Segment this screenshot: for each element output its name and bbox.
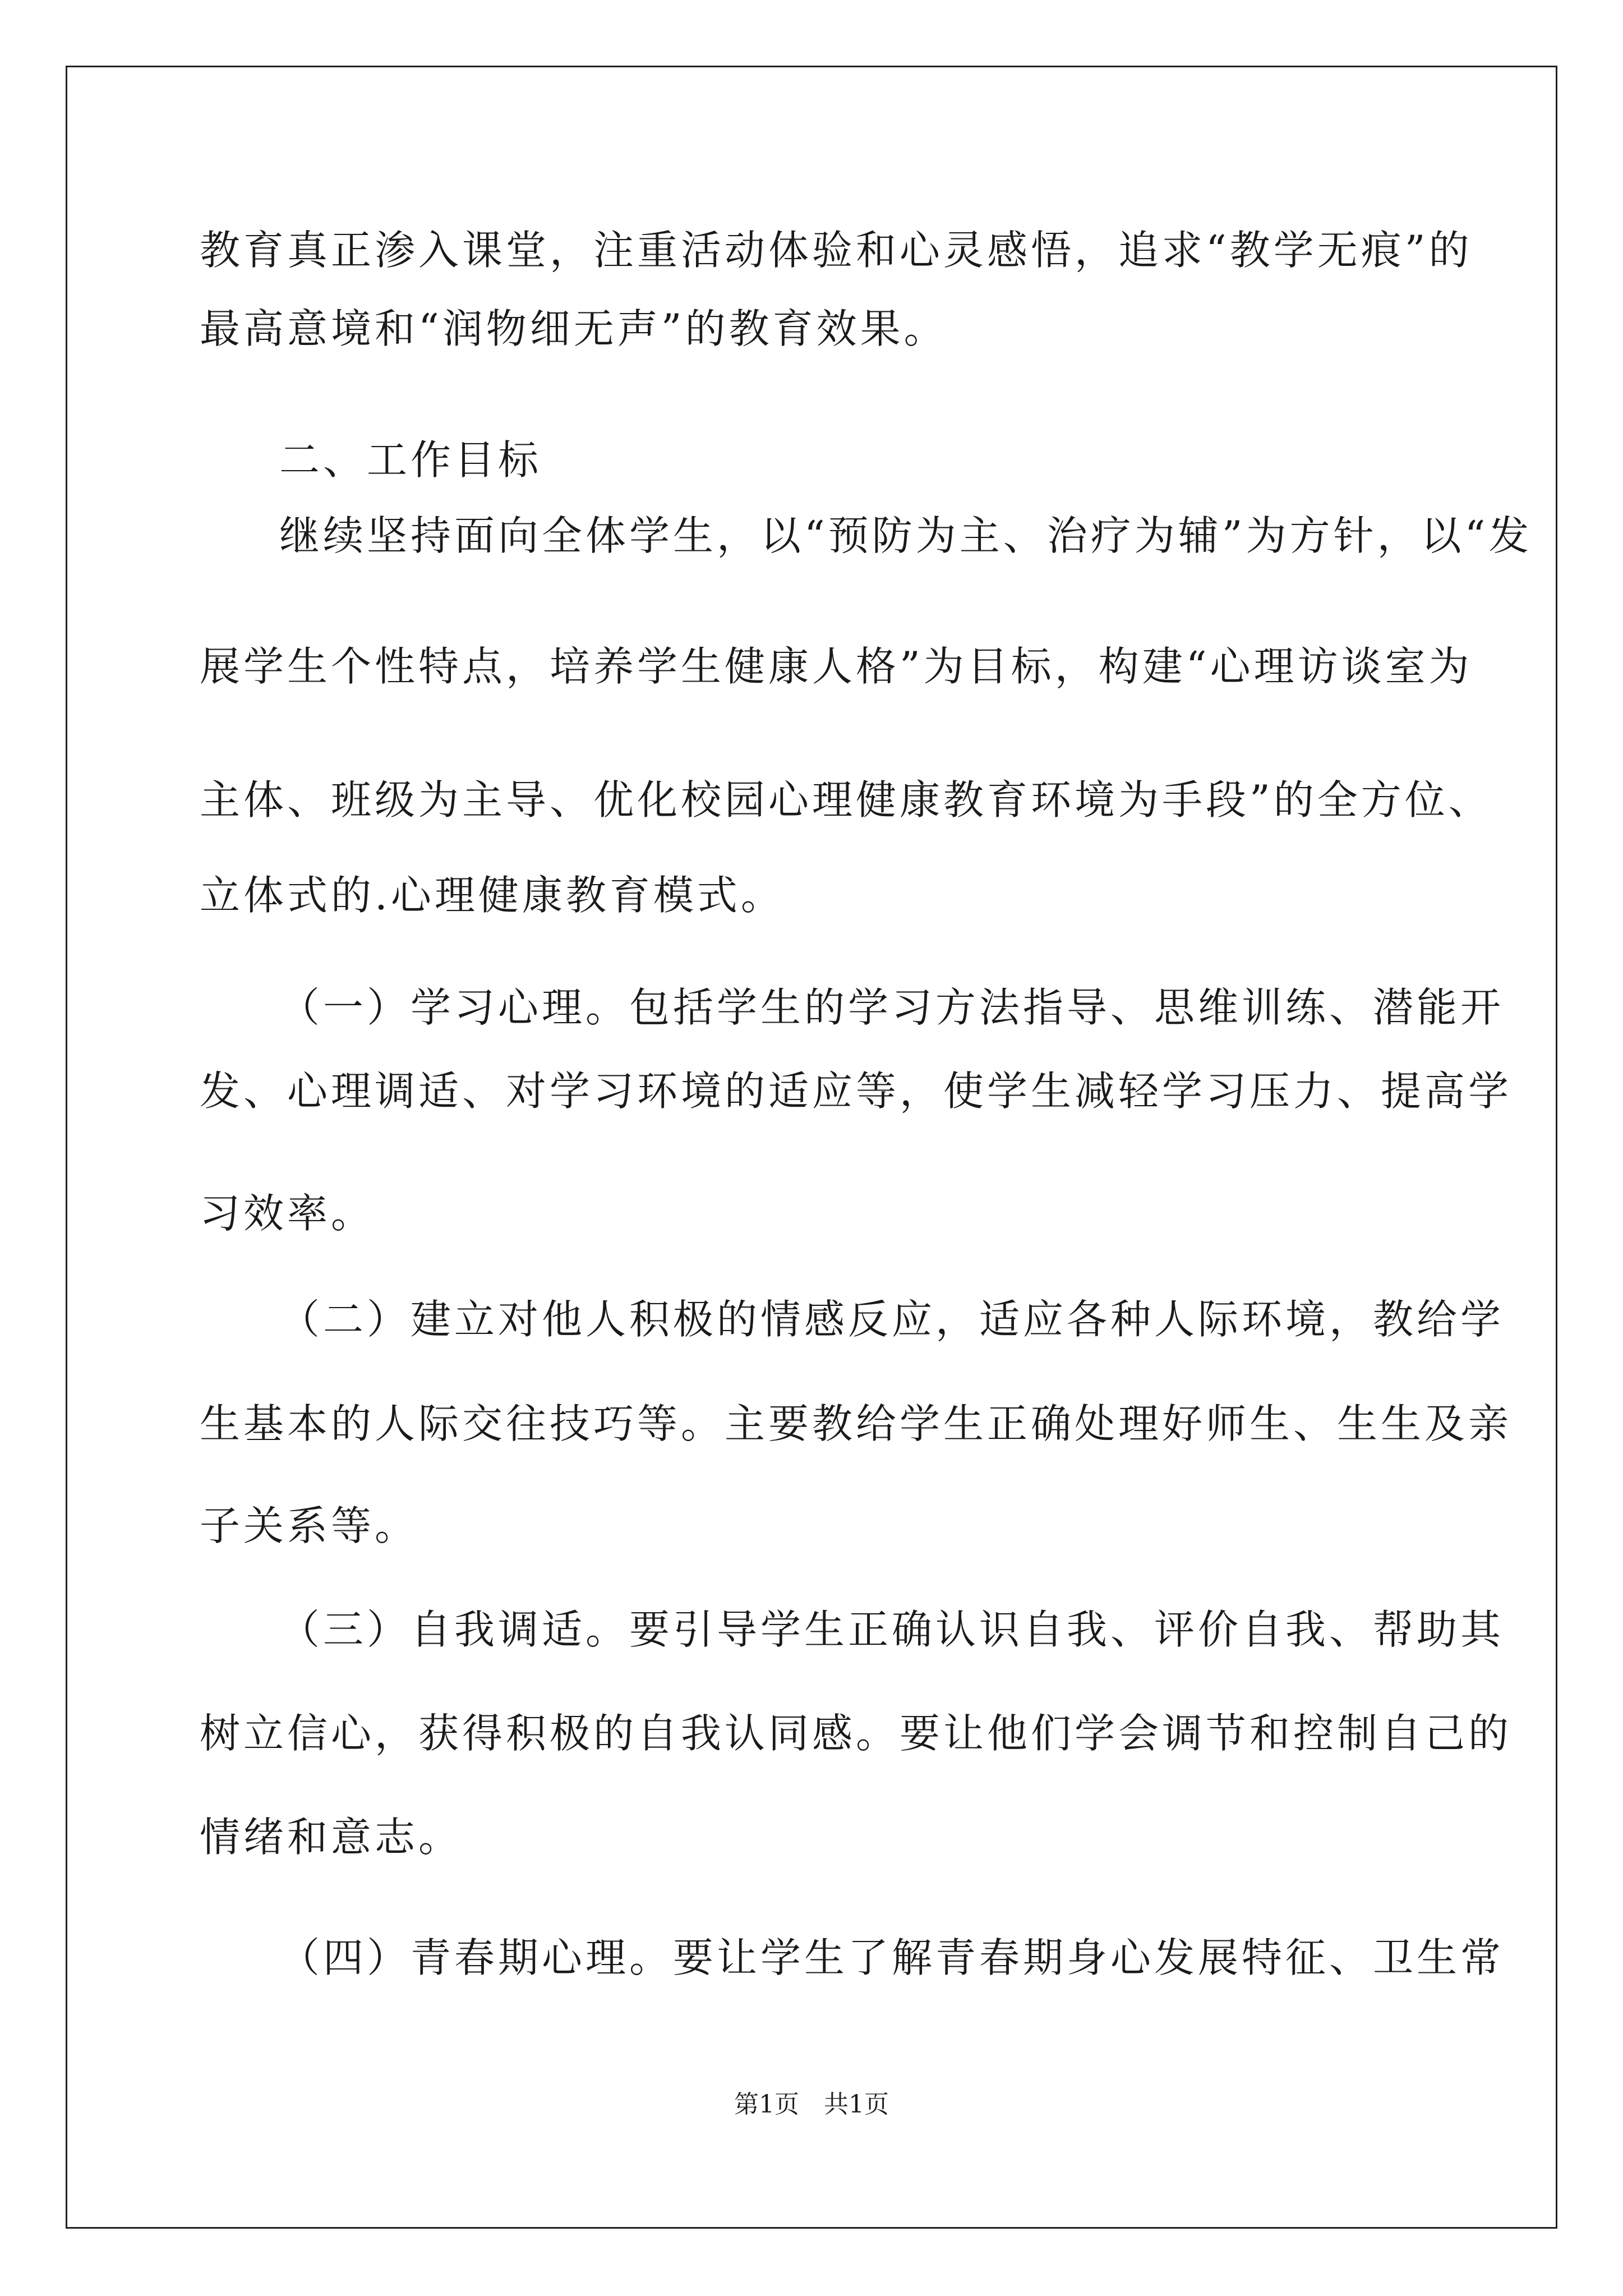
text-line: 立体式的.心理健康教育模式。 bbox=[200, 872, 785, 919]
text-line: 情绪和意志。 bbox=[200, 1814, 463, 1861]
text-line: 子关系等。 bbox=[200, 1502, 419, 1549]
page-border bbox=[66, 66, 1557, 2229]
paragraph-first-line: （一）学习心理。包括学生的学习方法指导、思维训练、潜能开 bbox=[279, 984, 1505, 1031]
text-line: 发、心理调适、对学习环境的适应等，使学生减轻学习压力、提高学 bbox=[200, 1068, 1513, 1115]
text-line: 教育真正渗入课堂，注重活动体验和心灵感悟，追求“教学无痕”的 bbox=[200, 227, 1473, 274]
paragraph-first-line: （四）青春期心理。要让学生了解青春期身心发展特征、卫生常 bbox=[279, 1934, 1505, 1981]
text-line: 展学生个性特点，培养学生健康人格”为目标，构建“心理访谈室为 bbox=[200, 643, 1473, 690]
text-line: 树立信心，获得积极的自我认同感。要让他们学会调节和控制自己的 bbox=[200, 1710, 1513, 1757]
text-line: 生基本的人际交往技巧等。主要教给学生正确处理好师生、生生及亲 bbox=[200, 1400, 1513, 1447]
text-line: 习效率。 bbox=[200, 1190, 375, 1237]
page-footer: 第1页 共1页 bbox=[734, 2090, 889, 2119]
text-line: 最高意境和“润物细无声”的教育效果。 bbox=[200, 305, 948, 352]
paragraph-first-line: 继续坚持面向全体学生，以“预防为主、治疗为辅”为方针，以“发 bbox=[279, 512, 1533, 559]
text-line: 主体、班级为主导、优化校园心理健康教育环境为手段”的全方位、 bbox=[200, 776, 1492, 823]
paragraph-first-line: （二）建立对他人积极的情感反应，适应各种人际环境，教给学 bbox=[279, 1296, 1505, 1343]
paragraph-first-line: （三）自我调适。要引导学生正确认识自我、评价自我、帮助其 bbox=[279, 1606, 1505, 1653]
section-heading: 二、工作目标 bbox=[279, 436, 542, 484]
